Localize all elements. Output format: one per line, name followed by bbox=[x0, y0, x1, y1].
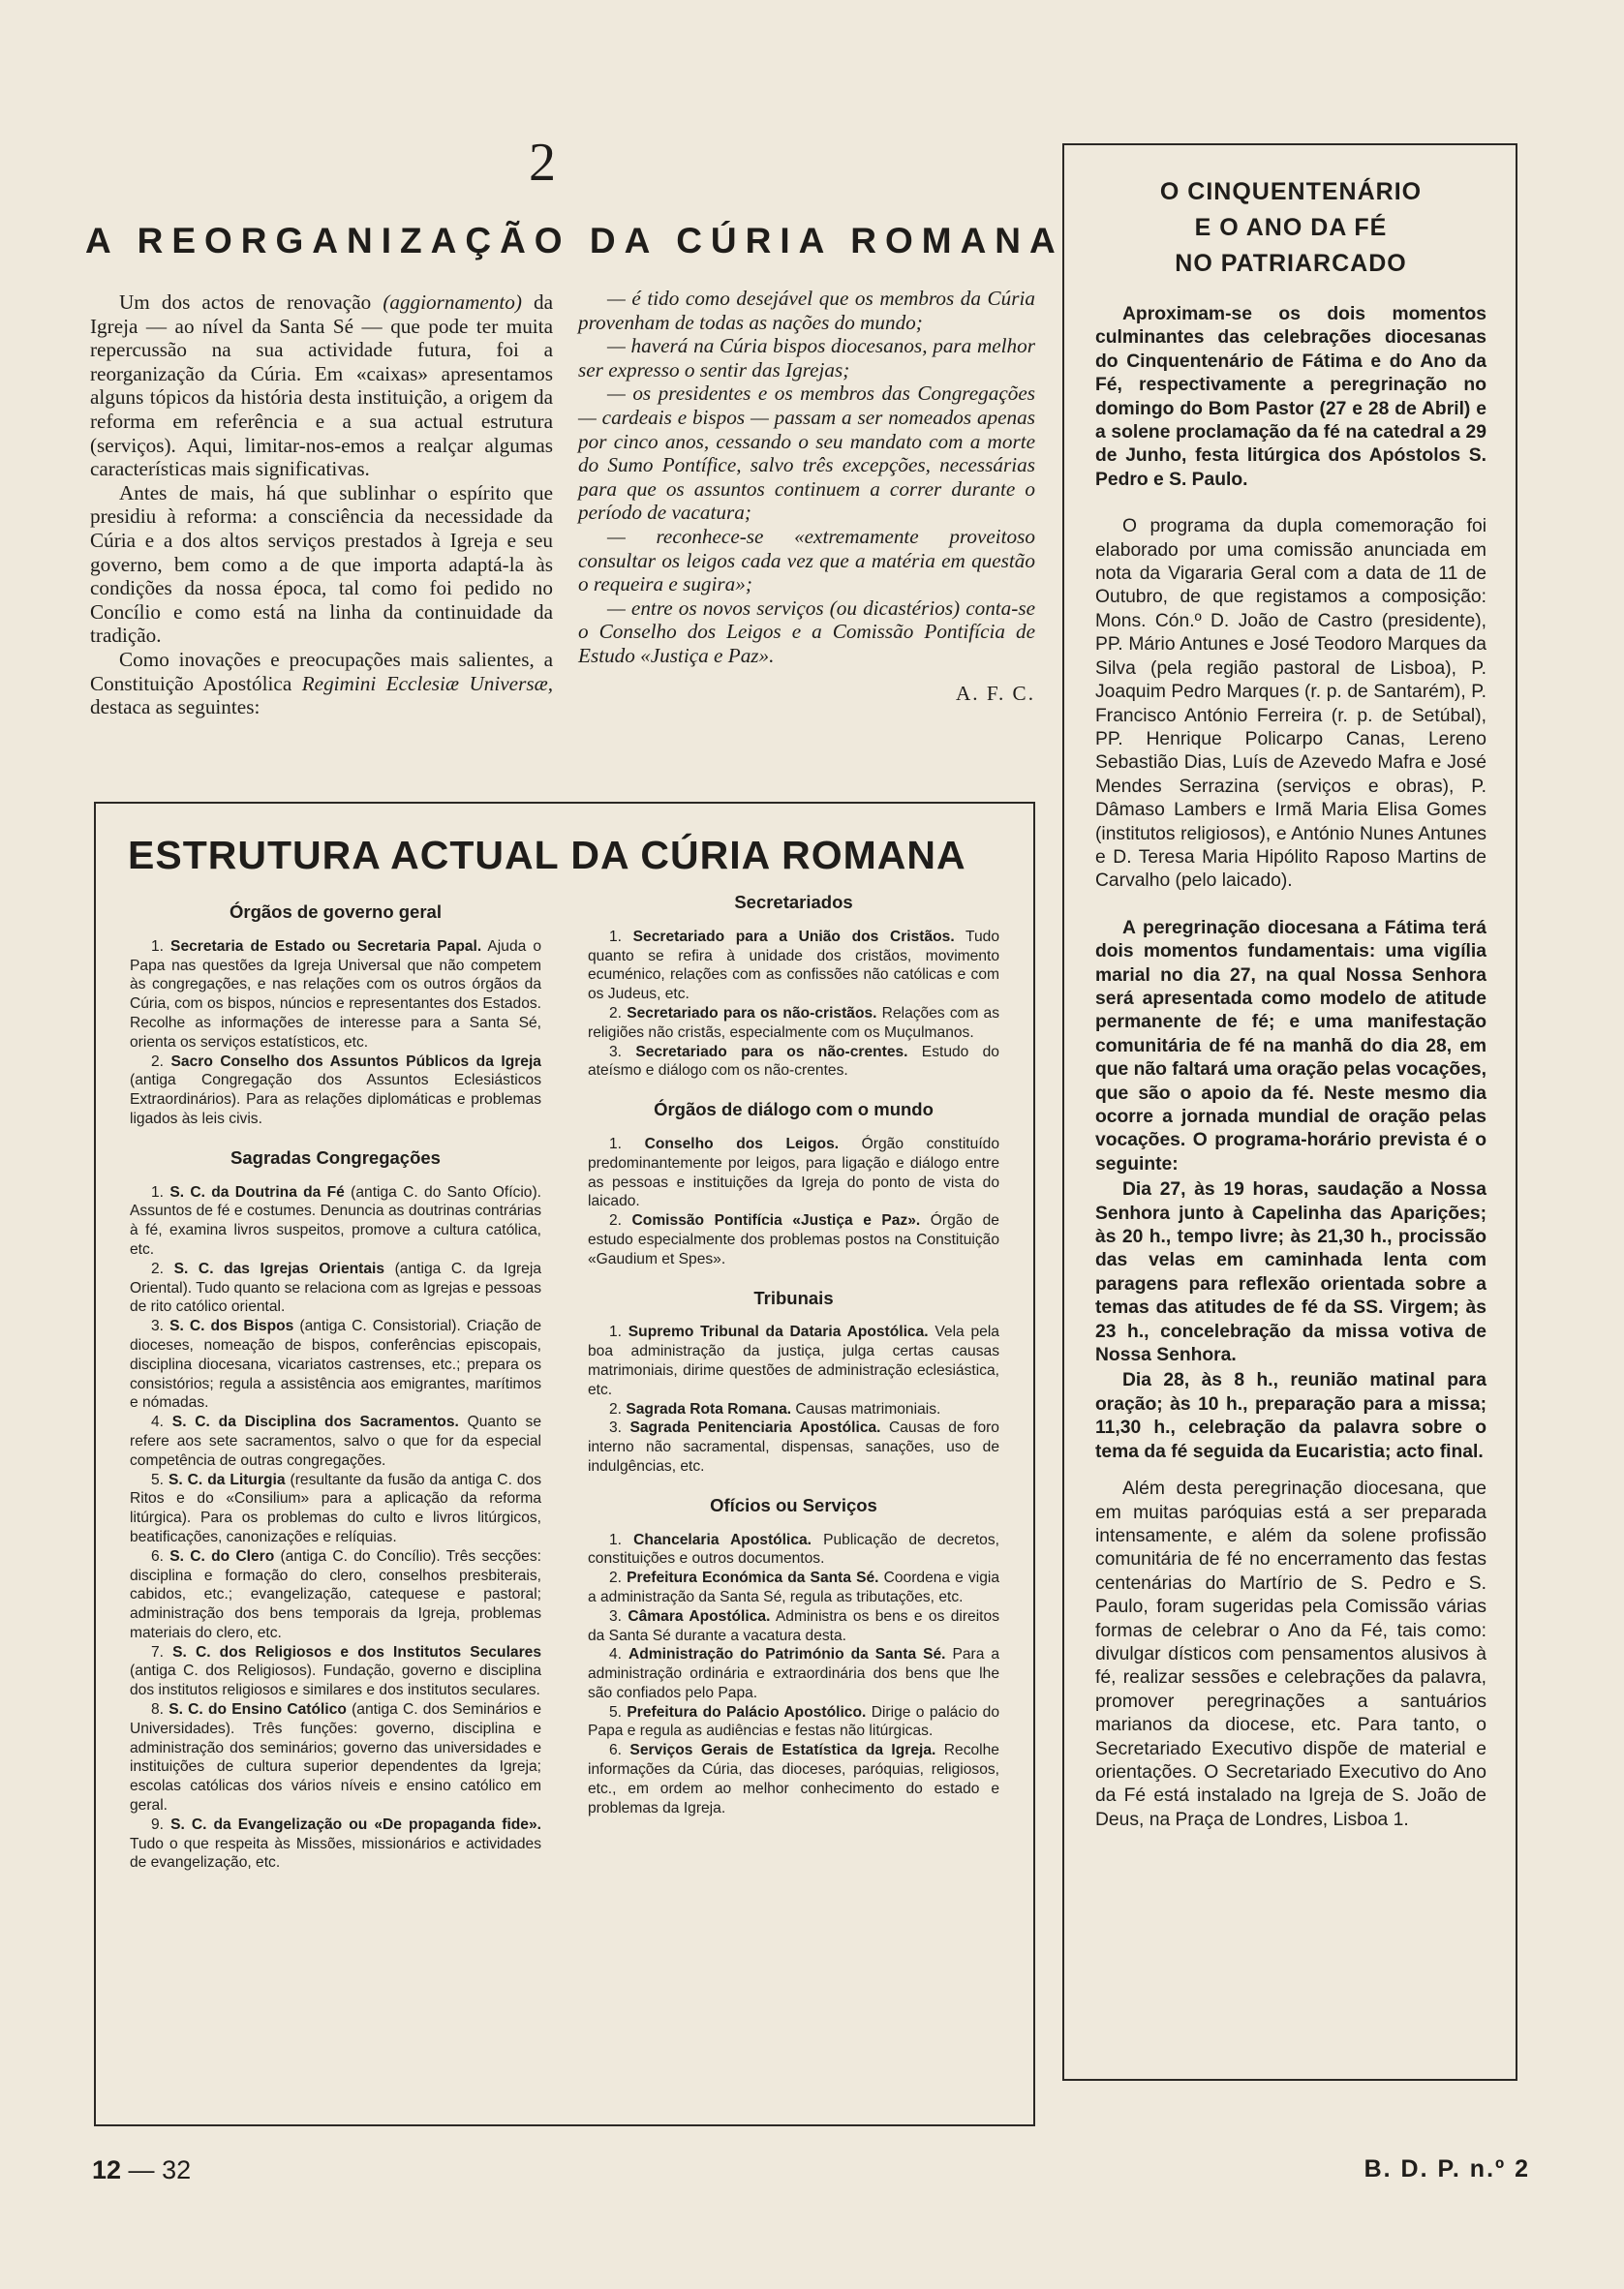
structure-box bbox=[94, 802, 1035, 2126]
list-item: 1. Chancelaria Apostólica. Publicação de decretos, constituições e outros documentos. bbox=[588, 1531, 999, 1568]
list-item: 2. Prefeitura Económica da Santa Sé. Coordena e vigia a administração da Santa Sé, regula as tributações, etc. bbox=[588, 1570, 1000, 1605]
sidebar-paragraph: Dia 27, às 19 horas, saudação a Nossa Senhora junto à Capelinha das Aparições; às 20 h., tempo livre; às 21,30 h., procissão das velas em caminhada lenta com paragens para reflexão orientada sobre a temas das atitudes de fé da SS. Virgem; às 23 h., concelebração da missa votiva de Nossa Senhora. bbox=[1095, 1179, 1486, 1366]
intro-paragraph: Um dos actos de renovação (aggiornamento) da Igreja — ao nível da Santa Sé — que pode ter muita repercussão na sua actividade futura, foi a reorganização da Cúria. Em «caixas» apresentamos alguns tópicos da história desta instituição, a origem da reforma em referência e a sua actual estrutura (serviços). Aqui, limitar-nos-emos a realçar algumas características mais significativas. bbox=[90, 290, 554, 481]
structure-left-column bbox=[130, 893, 541, 1873]
list-item: — os presidentes e os membros das Congregações — cardeais e bispos — passam a ser nomeados apenas por cinco anos, cessando o seu mandato com a morte do Sumo Pontífice, salvo três excepções, necessárias para que os assuntos continuem a correr durante o período de vacatura; bbox=[578, 382, 1035, 525]
footer-publication: B. D. P. n.º 2 bbox=[1364, 2155, 1530, 2182]
list-item: — haverá na Cúria bispos diocesanos, para melhor ser expresso o sentir das Igrejas; bbox=[578, 334, 1035, 382]
list-item: 1. Supremo Tribunal da Dataria Apostólica. Vela pela boa administração da justiça, julga certas causas matrimoniais, dirime questões de administração eclesiástica, etc. bbox=[588, 1324, 999, 1398]
list-item: 2. S. C. das Igrejas Orientais (antiga C. da Igreja Oriental). Tudo quanto se relaciona com as Igrejas e pessoas de rito católico oriental. bbox=[130, 1260, 541, 1316]
list-item: 1. S. C. da Doutrina da Fé (antiga C. do Santo Ofício). Assuntos de fé e costumes. Denuncia as doutrinas contrárias à fé, examina livros suspeitos, promove a cultura católica, etc. bbox=[130, 1183, 541, 1258]
structure-title: ESTRUTURA ACTUAL DA CÚRIA ROMANA bbox=[128, 833, 966, 877]
structure-right-column bbox=[588, 893, 999, 1817]
sidebar-paragraph: O programa da dupla comemoração foi elaborado por uma comissão anunciada em nota da Vigararia Geral com a data de 11 de Outubro, de que registamos a composição: Mons. Cón.º D. João de Castro (presidente), PP. Mário Antunes e José Teodoro Marques da Silva (pela região pastoral de Lisboa), P. Joaquim Pedro Marques (r. p. de Santarém), P. Francisco António Ferreira (r. p. de Setúbal), PP. Henrique Policarpo Canas, Lereno Sebastião Dias, Luís de Azevedo Mafra e José Mendes Serrazina (serviços e obras), P. Dâmaso Lambers e Irmã Maria Elisa Gomes (institutos religiosos), e António Nunes Antunes e D. Teresa Maria Hipólito Raposo Martins de Carvalho (pelo laicado). bbox=[1095, 516, 1486, 892]
list-item: 1. Secretariado para a União dos Cristãos. Tudo quanto se refira à unidade dos cristãos, movimento ecuménico, relações com as confissões não católicas e com os Judeus, etc. bbox=[588, 928, 999, 1003]
list-item: — entre os novos serviços (ou dicastérios) conta-se o Conselho dos Leigos e a Comissão Pontifícia de Estudo «Justiça e Paz». bbox=[578, 595, 1035, 667]
section-heading: Tribunais bbox=[753, 1287, 834, 1308]
section-heading: Órgãos de diálogo com o mundo bbox=[654, 1099, 934, 1120]
intro-right-column bbox=[578, 287, 1035, 705]
sidebar-title: O CINQUENTENÁRIO E O ANO DA FÉ NO PATRIARCADO bbox=[1159, 178, 1423, 277]
list-item: 5. S. C. da Liturgia (resultante da fusão da antiga C. dos Ritos e do «Consilium» para a aplicação da reforma litúrgica). Para os problemas do culto e livros litúrgicos, beatificações, canonizações e relíquias. bbox=[130, 1471, 541, 1545]
section-heading: Secretariados bbox=[734, 892, 853, 912]
footer-page-number: 12 — 32 bbox=[92, 2155, 192, 2184]
list-item: 8. S. C. do Ensino Católico (antiga C. dos Seminários e Universidades). Três funções: governo, disciplina e administração dos seminários; governo das universidades e instituições de cultura superior dependentes da Igreja; escolas católicas dos vários níveis e ensino católico em geral. bbox=[130, 1701, 541, 1815]
sidebar-box bbox=[1062, 143, 1517, 2081]
list-item: 2. Secretariado para os não-cristãos. Relações com as religiões não cristãs, especialmente com os Muçulmanos. bbox=[588, 1004, 1000, 1041]
list-item: 2. Sacro Conselho dos Assuntos Públicos da Igreja (antiga Congregação dos Assuntos Eclesiásticos Extraordinários). Para as relações diplomáticas e problemas ligados às leis civis. bbox=[130, 1053, 541, 1127]
list-item: 3. Câmara Apostólica. Administra os bens e os direitos da Santa Sé durante a vacatura desta. bbox=[588, 1607, 999, 1644]
list-item: 6. Serviços Gerais de Estatística da Igreja. Recolhe informações da Cúria, das dioceses, paróquias, religiosos, etc., em ordem ao melhor conhecimento do estado e problemas da Igreja. bbox=[588, 1742, 999, 1816]
list-item: 3. S. C. dos Bispos (antiga C. Consistorial). Criação de dioceses, nomeação de bispos, conferências episcopais, disciplina diocesana, vicariatos castrenses, etc.; prepara os consistórios; regula a assistência aos emigrantes, marítimos e nómadas. bbox=[130, 1318, 541, 1412]
intro-paragraph: Antes de mais, há que sublinhar o espírito que presidiu à reforma: a consciência da necessidade da Cúria e a dos altos serviços prestados à Igreja e seu governo, bem como a de que importa adaptá-la às condições da nossa época, tal como foi pedido no Concílio e como está na linha da continuidade da tradição. bbox=[90, 480, 553, 648]
sidebar-paragraph: Dia 28, às 8 h., reunião matinal para oração; às 10 h., preparação para a missa; 11,30 h., celebração da palavra sobre o tema da fé seguida da Eucaristia; acto final. bbox=[1095, 1370, 1486, 1462]
sidebar-paragraph: A peregrinação diocesana a Fátima terá dois momentos fundamentais: uma vigília marial no dia 27, na qual Nossa Senhora será apresentada como modelo de atitude permanente de fé; e uma manifestação comunitária de fé na manhã do dia 28, em que não faltará uma oração pelas vocações, que são o apoio da fé. Neste mesmo dia ocorre a jornada mundial de oração pelas vocações. O programa-horário prevista é o seguinte: bbox=[1095, 917, 1487, 1175]
list-item: 9. S. C. da Evangelização ou «De propaganda fide». Tudo o que respeita às Missões, missionários e actividades de evangelização, etc. bbox=[130, 1816, 541, 1872]
list-item: 3. Sagrada Penitenciaria Apostólica. Causas de foro interno não sacramental, dispensas, sanações, uso de indulgências, etc. bbox=[588, 1419, 999, 1475]
intro-paragraph: Como inovações e preocupações mais salientes, a Constituição Apostólica Regimini Ecclesiæ Universæ, destaca as seguintes: bbox=[90, 647, 554, 719]
article-title: A REORGANIZAÇÃO DA CÚRIA ROMANA bbox=[85, 221, 1064, 260]
page-number-big: 2 bbox=[529, 133, 556, 193]
intro-left-column bbox=[90, 290, 553, 719]
list-item: 2. Sagrada Rota Romana. Causas matrimoniais. bbox=[609, 1400, 941, 1418]
list-item: 6. S. C. do Clero (antiga C. do Concílio). Três secções: disciplina e formação do clero, conselhos presbiterais, cabidos, etc.; evangelização, catequese e pastoral; administração dos bens temporais da Igreja, problemas materiais do clero, etc. bbox=[130, 1547, 541, 1641]
list-item: 1. Secretaria de Estado ou Secretaria Papal. Ajuda o Papa nas questões da Igreja Universal que não competem às congregações, e nas relações com os outros órgãos da Cúria, com os bispos, núncios e representantes dos Estados. Recolhe as informações de interesse para a Santa Sé, orienta os serviços estatísticos, etc. bbox=[130, 937, 541, 1051]
list-item: 3. Secretariado para os não-crentes. Estudo do ateísmo e diálogo com os não-crentes. bbox=[588, 1043, 999, 1080]
list-item: 7. S. C. dos Religiosos e dos Institutos Seculares (antiga C. dos Religiosos). Fundação, governo e disciplina dos institutos religiosos e similares e dos institutos seculares. bbox=[130, 1643, 541, 1699]
section-heading: Órgãos de governo geral bbox=[230, 901, 442, 922]
author-signature: A. F. C. bbox=[955, 681, 1035, 705]
list-item: 2. Comissão Pontifícia «Justiça e Paz». Órgão de estudo especialmente dos problemas postos na Constituição «Gaudium et Spes». bbox=[588, 1212, 999, 1267]
list-item: — é tido como desejável que os membros da Cúria provenham de todas as nações do mundo; bbox=[578, 287, 1035, 334]
section-heading: Ofícios ou Serviços bbox=[710, 1494, 877, 1515]
sidebar-paragraph: Além desta peregrinação diocesana, que em muitas paróquias está a ser preparada intensamente, e além da solene profissão comunitária de fé no encerramento das festas centenárias do Martírio de S. Pedro e S. Paulo, foram sugeridas pela Comissão várias formas de celebrar o Ano da Fé, tais como: divulgar dísticos com pensamentos alusivos à fé, realizar sessões e celebrações da palavra, promover peregrinações a santuários marianos da diocese, etc. Para tanto, o Secretariado Executivo dispõe de material e orientações. O Secretariado Executivo do Ano da Fé está instalado na Igreja de S. João de Deus, na Praça de Londres, Lisboa 1. bbox=[1095, 1479, 1486, 1830]
list-item: 1. Conselho dos Leigos. Órgão constituído predominantemente por leigos, para ligação e diálogo entre as pessoas e instituições da Igreja do ponto de vista do laicado. bbox=[588, 1135, 999, 1210]
list-item: 5. Prefeitura do Palácio Apostólico. Dirige o palácio do Papa e regula as audiências e festas não litúrgicas. bbox=[588, 1703, 999, 1740]
list-item: 4. S. C. da Disciplina dos Sacramentos. Quanto se refere aos sete sacramentos, salvo o que for da especial competência de outras congregações. bbox=[130, 1414, 541, 1469]
list-item: — reconhece-se «extremamente proveitoso consultar os leigos cada vez que a matéria em questão o requeira e sugira»; bbox=[578, 524, 1035, 596]
list-item: 4. Administração do Património da Santa Sé. Para a administração ordinária e extraordinária dos bens que lhe são confiados pelo Papa. bbox=[588, 1646, 999, 1701]
sidebar-lead: Aproximam-se os dois momentos culminantes das celebrações diocesanas do Cinquentenário de Fátima e do Ano da Fé, respectivamente a peregrinação no domingo do Bom Pastor (27 e 28 de Abril) e a solene proclamação da fé na catedral a 29 de Junho, festa litúrgica dos Apóstolos S. Pedro e S. Paulo. bbox=[1095, 304, 1486, 490]
section-heading: Sagradas Congregações bbox=[230, 1146, 441, 1168]
